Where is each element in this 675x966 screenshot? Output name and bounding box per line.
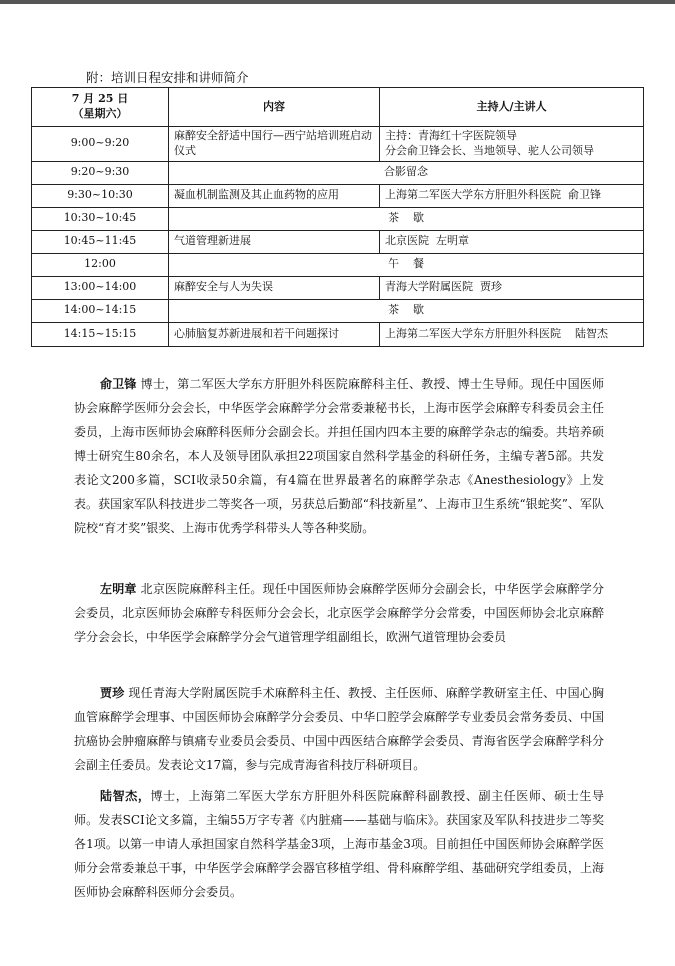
row-merged: 茶 歇 <box>169 207 644 230</box>
row-content: 气道管理新进展 <box>169 230 380 253</box>
row-host: 上海第二军医大学东方肝胆外科医院 俞卫锋 <box>380 184 644 207</box>
header-host: 主持人/主讲人 <box>380 88 644 127</box>
row-content: 麻醉安全舒适中国行—西宁站培训班启动仪式 <box>169 127 380 162</box>
row-content: 心肺脑复苏新进展和若干问题探讨 <box>169 322 380 346</box>
header-content: 内容 <box>169 88 380 127</box>
table-row <box>32 299 644 322</box>
bio-lu-zhijie <box>74 784 604 904</box>
bio-jia-zhen <box>74 681 604 777</box>
top-border-line <box>0 0 675 4</box>
bio-text: 博士，上海第二军医大学东方肝胆外科医院麻醉科副教授、副主任医师、硕士生导师。发表SCI论文多篇，主编55万字专著《内脏痛——基础与临床》。获国家及军队科技进步二等奖各1项。以第一申请人承担国家自然科学基金3项，上海市基金3项。目前担任中国医师协会麻醉学医师分会常委兼总干事，中华医学会麻醉学会器官移植学组、骨科麻醉学组、基础研究学组委员，上海医师协会麻醉科医师分会委员。 <box>74 789 604 899</box>
row-time: 13:00~14:00 <box>32 276 169 299</box>
row-merged: 合影留念 <box>169 161 644 184</box>
bio-name: 俞卫锋 <box>100 377 137 391</box>
row-time: 9:30~10:30 <box>32 184 169 207</box>
row-time: 14:15~15:15 <box>32 322 169 346</box>
table-row <box>32 253 644 276</box>
table-row <box>32 276 644 299</box>
table-row <box>32 230 644 253</box>
row-host: 上海第二军医大学东方肝胆外科医院 陆智杰 <box>380 322 644 346</box>
row-time: 10:30~10:45 <box>32 207 169 230</box>
header-date <box>32 88 169 127</box>
row-time: 9:20~9:30 <box>32 161 169 184</box>
bio-text: 北京医院麻醉科主任。现任中国医师协会麻醉学医师分会副会长，中华医学会麻醉学分会委员，北京医师协会麻醉专科医师分会会长，北京医学会麻醉学分会常委，中国医师协会北京麻醉学分会会长，中华医学会麻醉学分会气道管理学组副组长，欧洲气道管理协会委员 <box>74 582 604 644</box>
page-caption: 附：培训日程安排和讲师简介 <box>86 70 249 85</box>
header-date-line1: 7 月 25 日 <box>71 92 129 106</box>
row-host: 主持：青海红十字医院领导 分会俞卫锋会长、当地领导、驼人公司领导 <box>380 127 644 162</box>
bio-name: 左明章 <box>100 582 137 596</box>
table-row <box>32 322 644 346</box>
table-row <box>32 184 644 207</box>
bio-yu-weifeng <box>74 372 604 540</box>
row-time: 10:45~11:45 <box>32 230 169 253</box>
table-row <box>32 207 644 230</box>
bio-zuo-mingzhang <box>74 577 604 649</box>
row-content: 麻醉安全与人为失误 <box>169 276 380 299</box>
row-merged: 午 餐 <box>169 253 644 276</box>
bio-name: 陆智杰， <box>100 789 151 803</box>
table-row <box>32 161 644 184</box>
row-merged: 茶 歇 <box>169 299 644 322</box>
bio-text: 博士，第二军医大学东方肝胆外科医院麻醉科主任、教授、博士生导师。现任中国医师协会麻醉学医师分会会长，中华医学会麻醉学分会常委兼秘书长，上海市医学会麻醉专科委员会主任委员，上海市医师协会麻醉科医师分会副会长。并担任国内四本主要的麻醉学杂志的编委。共培养硕博士研究生80余名，本人及领导团队承担22项国家自然科学基金的科研任务，主编专著5部。共发表论文200多篇，SCI收录50余篇，有4篇在世界最著名的麻醉学杂志《Anesthesiology》上发表。获国家军队科技进步二等奖各一项，另获总后勤部“科技新星”、上海市卫生系统“银蛇奖”、军队院校“育才奖”银奖、上海市优秀学科带头人等各种奖励。 <box>74 377 604 535</box>
row-time: 12:00 <box>32 253 169 276</box>
row-host: 青海大学附属医院 贾珍 <box>380 276 644 299</box>
row-time: 14:00~14:15 <box>32 299 169 322</box>
schedule-table <box>31 87 644 347</box>
row-host: 北京医院 左明章 <box>380 230 644 253</box>
table-header-row <box>32 88 644 127</box>
row-time: 9:00~9:20 <box>32 127 169 162</box>
row-content: 凝血机制监测及其止血药物的应用 <box>169 184 380 207</box>
bio-name: 贾珍 <box>100 686 125 700</box>
table-row <box>32 127 644 162</box>
bio-text: 现任青海大学附属医院手术麻醉科主任、教授、主任医师、麻醉学教研室主任、中国心胸血管麻醉学会理事、中国医师协会麻醉学分会委员、中华口腔学会麻醉学专业委员会常务委员、中国抗癌协会肿瘤麻醉与镇痛专业委员会委员、中国中西医结合麻醉学会委员、青海省医学会麻醉学科分会副主任委员。发表论文17篇，参与完成青海省科技厅科研项目。 <box>74 686 604 772</box>
header-date-line2: （星期六） <box>72 107 128 120</box>
